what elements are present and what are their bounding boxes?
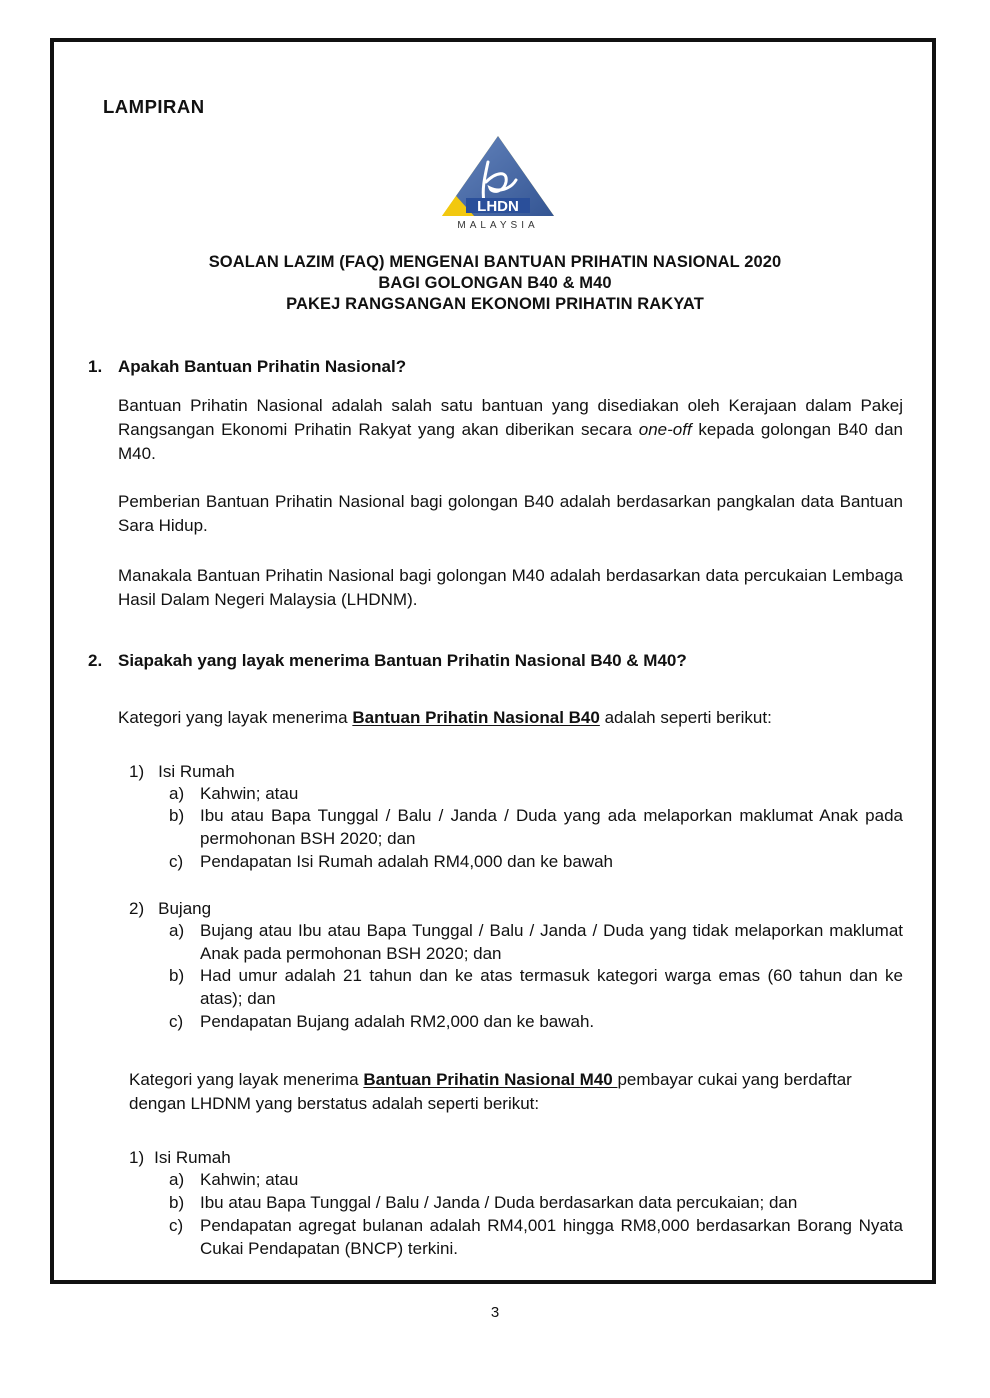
list-item <box>169 783 903 806</box>
question-1-text: Apakah Bantuan Prihatin Nasional? <box>118 357 407 376</box>
list-item-label: c) <box>169 852 184 871</box>
question-2-number: 2. <box>88 651 103 670</box>
list-item-text: Pendapatan Bujang adalah RM2,000 dan ke bawah. <box>200 1012 595 1031</box>
list-item <box>169 1011 903 1034</box>
question-2 <box>88 651 687 671</box>
list-item-label: c) <box>169 1216 184 1235</box>
m40-intro-text-end: pembayar cukai yang berdaftar <box>617 1070 852 1089</box>
title-line-2: BAGI GOLONGAN B40 & M40 <box>378 274 612 292</box>
m40-group-1-heading <box>129 1146 231 1169</box>
b40-group-2-title: Bujang <box>158 899 212 918</box>
list-item-label: b) <box>169 1193 185 1212</box>
title-line-1: SOALAN LAZIM (FAQ) MENGENAI BANTUAN PRIHATIN NASIONAL 2020 <box>208 253 782 271</box>
answer-1-p3-text: Manakala Bantuan Prihatin Nasional bagi golongan M40 adalah berdasarkan data percukaian Lembaga Hasil Dalam Negeri Malaysia (LHDNM). <box>118 566 903 609</box>
list-item-text: Pendapatan agregat bulanan adalah RM4,001 hingga RM8,000 berdasarkan Borang Nyata Cukai Pendapatan (BNCP) terkini. <box>200 1216 903 1258</box>
list-item <box>169 805 903 850</box>
list-item-label: c) <box>169 1012 184 1031</box>
answer-1-p1-text: Bantuan Prihatin Nasional adalah salah satu bantuan yang disediakan oleh Kerajaan dalam Pakej Rangsangan Ekonomi Prihatin Rakyat yang akan diberikan secara <box>118 396 903 439</box>
list-item-label: a) <box>169 1170 185 1189</box>
b40-intro-text-end: adalah seperti berikut: <box>599 708 772 727</box>
b40-group-1-title: Isi Rumah <box>158 762 235 781</box>
m40-intro-text: Kategori yang layak menerima <box>129 1070 364 1089</box>
lhdn-logo <box>436 132 560 232</box>
list-item <box>169 1192 903 1215</box>
lampiran-heading: LAMPIRAN <box>103 96 205 117</box>
logo-subtext: MALAYSIA <box>457 220 539 231</box>
m40-group-1-number: 1) <box>129 1148 145 1167</box>
answer-1-paragraph-2 <box>118 490 903 538</box>
list-item-text: Had umur adalah 21 tahun dan ke atas termasuk kategori warga emas (60 tahun dan ke atas); dan <box>200 966 903 1008</box>
list-item <box>169 1169 903 1192</box>
logo-text: LHDN <box>477 198 519 215</box>
list-item-label: b) <box>169 806 185 825</box>
b40-intro <box>118 706 772 729</box>
b40-group-2-heading <box>129 897 211 920</box>
list-item-label: b) <box>169 966 185 985</box>
list-item-text: Kahwin; atau <box>200 784 299 803</box>
list-item-text: Ibu atau Bapa Tunggal / Balu / Janda / Duda yang ada melaporkan maklumat Anak pada permohonan BSH 2020; dan <box>200 806 903 848</box>
answer-1-p1-text-end: kepada golongan B40 dan M40. <box>118 420 903 463</box>
answer-1-p1-italic: one-off <box>638 420 692 439</box>
list-item-label: a) <box>169 784 185 803</box>
m40-intro <box>129 1068 852 1091</box>
answer-1-paragraph-1 <box>118 394 903 466</box>
list-item-text: Kahwin; atau <box>200 1170 299 1189</box>
list-item <box>169 920 903 965</box>
list-item <box>169 851 903 874</box>
m40-group-1-title: Isi Rumah <box>154 1148 231 1167</box>
document-title <box>100 252 890 315</box>
b40-intro-text: Kategori yang layak menerima <box>118 708 353 727</box>
question-1 <box>88 357 406 377</box>
title-line-3: PAKEJ RANGSANGAN EKONOMI PRIHATIN RAKYAT <box>286 295 704 313</box>
list-item-text: Ibu atau Bapa Tunggal / Balu / Janda / Duda berdasarkan data percukaian; dan <box>200 1193 798 1212</box>
list-item-text: Bujang atau Ibu atau Bapa Tunggal / Balu / Janda / Duda yang tidak melaporkan maklumat Anak pada permohonan BSH 2020; dan <box>200 921 903 963</box>
answer-1-paragraph-3 <box>118 564 903 612</box>
list-item <box>169 965 903 1010</box>
list-item-text: Pendapatan Isi Rumah adalah RM4,000 dan ke bawah <box>200 852 614 871</box>
b40-group-2-number: 2) <box>129 899 145 918</box>
page-number: 3 <box>490 1304 500 1321</box>
question-1-number: 1. <box>88 357 103 376</box>
list-item-label: a) <box>169 921 185 940</box>
m40-intro-bold: Bantuan Prihatin Nasional M40 <box>363 1070 618 1089</box>
answer-1-p2-text: Pemberian Bantuan Prihatin Nasional bagi golongan B40 adalah berdasarkan pangkalan data Bantuan Sara Hidup. <box>118 492 903 535</box>
question-2-text: Siapakah yang layak menerima Bantuan Prihatin Nasional B40 & M40? <box>118 651 687 670</box>
m40-intro-line-2: dengan LHDNM yang berstatus adalah seperti berikut: <box>129 1094 540 1113</box>
b40-intro-bold: Bantuan Prihatin Nasional B40 <box>352 708 600 727</box>
b40-group-1-heading <box>129 760 235 783</box>
list-item <box>169 1215 903 1260</box>
b40-group-1-number: 1) <box>129 762 145 781</box>
